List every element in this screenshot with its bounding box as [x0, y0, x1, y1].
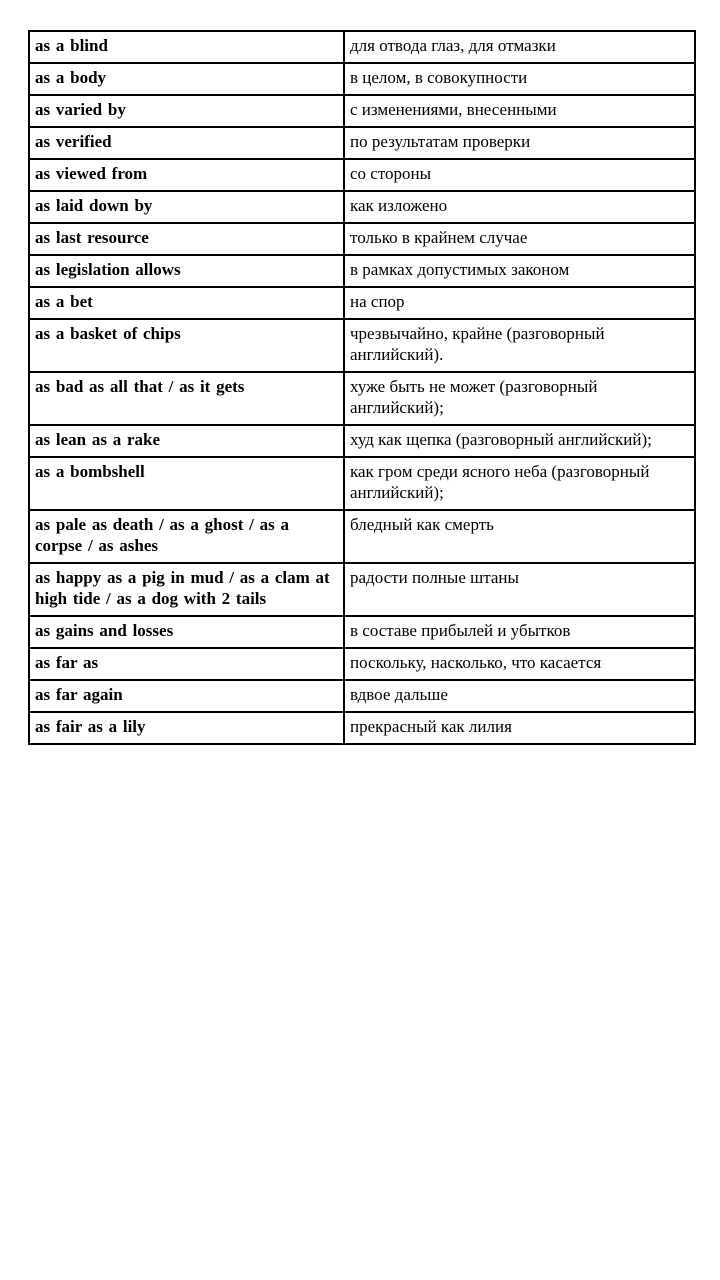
table-row — [29, 287, 695, 319]
russian-translation-cell: как изложено — [344, 191, 695, 223]
english-phrase-cell: as a bombshell — [29, 457, 344, 510]
russian-translation-cell: только в крайнем случае — [344, 223, 695, 255]
russian-translation-cell: радости полные штаны — [344, 563, 695, 616]
russian-translation-cell: поскольку, насколько, что касается — [344, 648, 695, 680]
table-row — [29, 680, 695, 712]
english-phrase-cell: as laid down by — [29, 191, 344, 223]
table-row — [29, 127, 695, 159]
english-phrase-cell: as gains and losses — [29, 616, 344, 648]
english-phrase-cell: as a bet — [29, 287, 344, 319]
english-phrase-cell: as happy as a pig in mud / as a clam at high tide / as a dog with 2 tails — [29, 563, 344, 616]
russian-translation-cell: по результатам проверки — [344, 127, 695, 159]
english-phrase-cell: as a blind — [29, 31, 344, 63]
russian-translation-cell: бледный как смерть — [344, 510, 695, 563]
table-row — [29, 191, 695, 223]
english-phrase-cell: as viewed from — [29, 159, 344, 191]
table-row — [29, 510, 695, 563]
table-row — [29, 159, 695, 191]
english-phrase-cell: as pale as death / as a ghost / as a corpse / as ashes — [29, 510, 344, 563]
phrase-translation-table — [28, 30, 696, 745]
english-phrase-cell: as a basket of chips — [29, 319, 344, 372]
russian-translation-cell: для отвода глаз, для отмазки — [344, 31, 695, 63]
english-phrase-cell: as varied by — [29, 95, 344, 127]
russian-translation-cell: со стороны — [344, 159, 695, 191]
table-row — [29, 255, 695, 287]
russian-translation-cell: на спор — [344, 287, 695, 319]
english-phrase-cell: as far again — [29, 680, 344, 712]
russian-translation-cell: худ как щепка (разговорный английский); — [344, 425, 695, 457]
russian-translation-cell: хуже быть не может (разговорный английский); — [344, 372, 695, 425]
english-phrase-cell: as far as — [29, 648, 344, 680]
table-row — [29, 319, 695, 372]
table-row — [29, 223, 695, 255]
table-row — [29, 425, 695, 457]
english-phrase-cell: as fair as a lily — [29, 712, 344, 744]
russian-translation-cell: в составе прибылей и убытков — [344, 616, 695, 648]
table-row — [29, 95, 695, 127]
russian-translation-cell: вдвое дальше — [344, 680, 695, 712]
russian-translation-cell: как гром среди ясного неба (разговорный английский); — [344, 457, 695, 510]
english-phrase-cell: as verified — [29, 127, 344, 159]
table-row — [29, 63, 695, 95]
english-phrase-cell: as a body — [29, 63, 344, 95]
table-row — [29, 616, 695, 648]
table-body — [29, 31, 695, 744]
table-row — [29, 31, 695, 63]
english-phrase-cell: as last resource — [29, 223, 344, 255]
russian-translation-cell: в рамках допустимых законом — [344, 255, 695, 287]
russian-translation-cell: прекрасный как лилия — [344, 712, 695, 744]
russian-translation-cell: чрезвычайно, крайне (разговорный английский). — [344, 319, 695, 372]
table-row — [29, 648, 695, 680]
english-phrase-cell: as lean as a rake — [29, 425, 344, 457]
table-row — [29, 372, 695, 425]
russian-translation-cell: с изменениями, внесенными — [344, 95, 695, 127]
table-row — [29, 457, 695, 510]
table-row — [29, 712, 695, 744]
russian-translation-cell: в целом, в совокупности — [344, 63, 695, 95]
table-row — [29, 563, 695, 616]
english-phrase-cell: as bad as all that / as it gets — [29, 372, 344, 425]
english-phrase-cell: as legislation allows — [29, 255, 344, 287]
